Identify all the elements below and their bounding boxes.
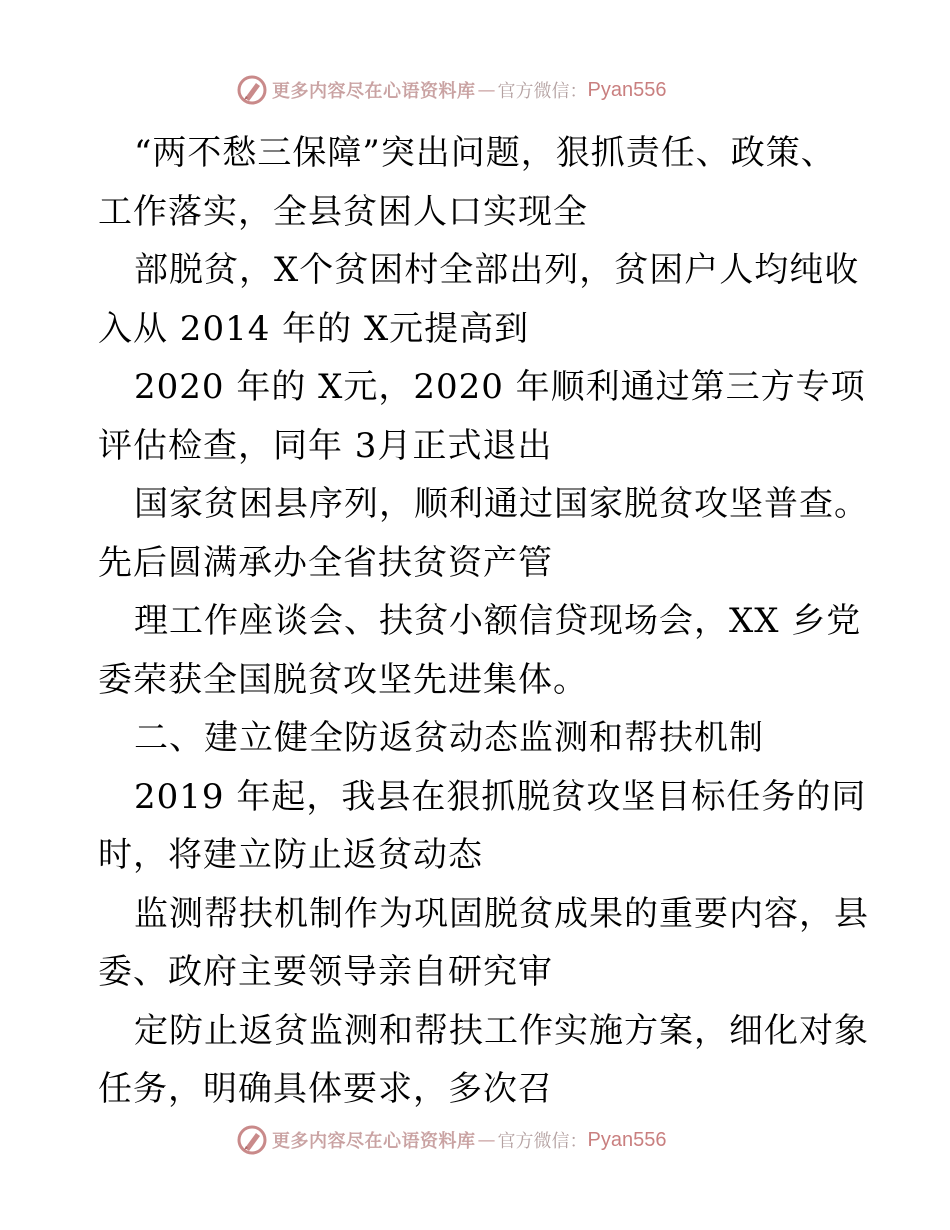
text-line-3: 部脱贫，X个贫困村全部出列，贫困户人均纯收 xyxy=(134,250,860,290)
header-watermark xyxy=(236,72,736,108)
text-line-10: 委荣获全国脱贫攻坚先进集体。 xyxy=(98,659,588,700)
pen-logo-icon xyxy=(236,1124,268,1156)
text-line-13: 时，将建立防止返贫动态 xyxy=(98,835,483,875)
watermark-wechat-label: 官方微信： xyxy=(497,1131,588,1152)
text-line-7: 国家贫困县序列，顺利通过国家脱贫攻坚普查。 xyxy=(134,484,869,524)
text-line-8: 先后圆满承办全省扶贫资产管 xyxy=(98,542,553,583)
text-line-4: 入从 2014 年的 X元提高到 xyxy=(98,308,530,349)
text-line-5: 2020 年的 X元，2020 年顺利通过第三方专项 xyxy=(134,367,866,407)
text-line-14: 监测帮扶机制作为巩固脱贫成果的重要内容，县 xyxy=(134,893,869,934)
watermark-site-text: 更多内容尽在心语资料库 xyxy=(272,1131,476,1152)
text-line-6: 评估检查，同年 3月正式退出 xyxy=(98,425,553,466)
pen-logo-icon xyxy=(236,74,268,106)
text-line-2: 工作落实，全县贫困人口实现全 xyxy=(98,191,588,232)
section-heading: 二、建立健全防返贫动态监测和帮扶机制 xyxy=(134,718,764,758)
footer-watermark xyxy=(236,1122,736,1158)
text-line-9: 理工作座谈会、扶贫小额信贷现场会，XX 乡党 xyxy=(134,601,862,641)
text-line-1: “两不愁三保障”突出问题，狠抓责任、政策、 xyxy=(134,133,836,173)
text-line-17: 任务，明确具体要求，多次召 xyxy=(98,1069,553,1109)
watermark-site-text: 更多内容尽在心语资料库 xyxy=(272,81,476,102)
watermark-wechat-id: Pyan556 xyxy=(587,78,667,101)
text-line-12: 2019 年起，我县在狠抓脱贫攻坚目标任务的同 xyxy=(134,776,867,817)
watermark-wechat-label: 官方微信： xyxy=(497,81,588,102)
text-line-15: 委、政府主要领导亲自研究审 xyxy=(98,952,553,992)
watermark-wechat-id: Pyan556 xyxy=(587,1128,667,1151)
watermark-separator: — xyxy=(477,1129,496,1151)
text-line-16: 定防止返贫监测和帮扶工作实施方案，细化对象 xyxy=(134,1010,869,1051)
document-body xyxy=(98,124,869,1119)
watermark-separator: — xyxy=(477,79,496,101)
